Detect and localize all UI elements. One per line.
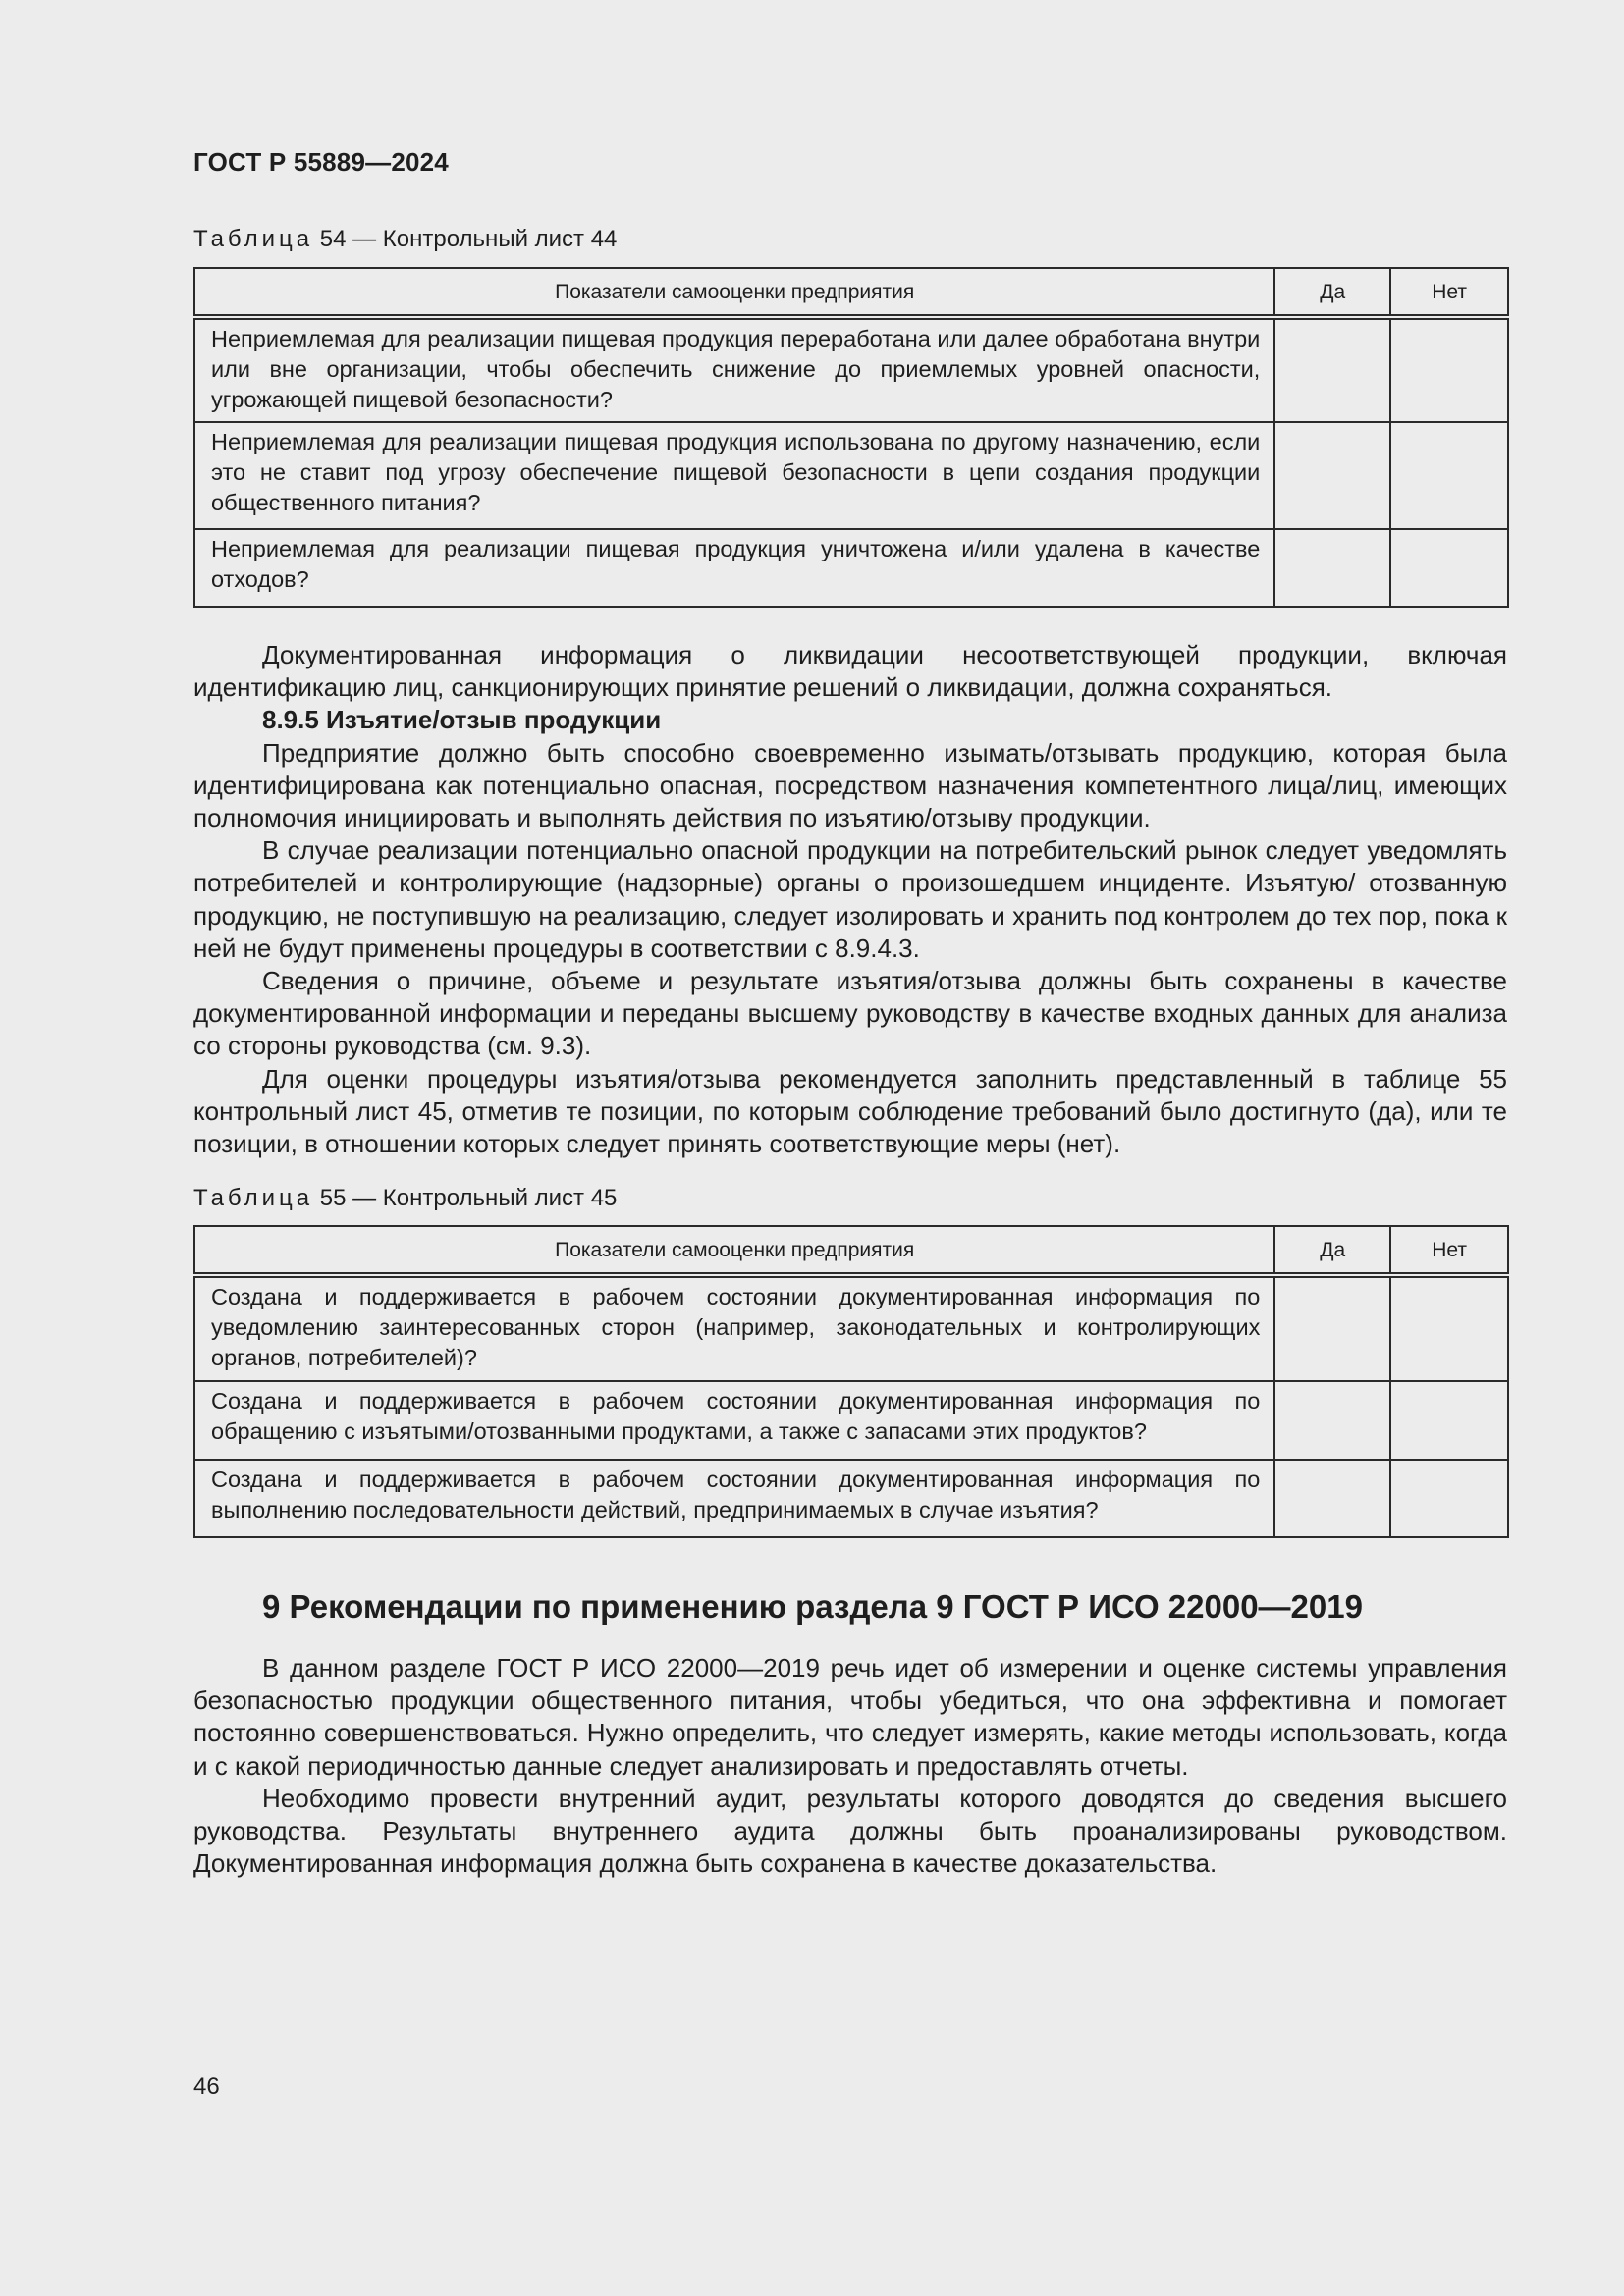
no-cell[interactable] bbox=[1390, 1381, 1508, 1460]
section-9-text bbox=[193, 1652, 1507, 1880]
paragraph: Документированная информация о ликвидации несоответствующей продукции, включая идентификацию лиц, санкционирующих принятие решений о ликвидации, должна сохраняться. bbox=[193, 640, 1507, 703]
no-cell[interactable] bbox=[1390, 1275, 1508, 1381]
paragraph: Для оценки процедуры изъятия/отзыва рекомендуется заполнить представленный в таблице 55 контрольный лист 45, отметив те позиции, по которым соблюдение требований было достигнуто (да), или те позиции, в отношении которых следует принять соответствующие меры (нет). bbox=[193, 1063, 1507, 1159]
question-cell: Создана и поддерживается в рабочем состоянии документированная информация по выполнению последовательности действий, предпринимаемых в случае изъятия? bbox=[194, 1460, 1274, 1537]
table-header-row bbox=[194, 268, 1508, 317]
question-cell: Создана и поддерживается в рабочем состоянии документированная информация по обращению с изъятыми/отозванными продуктами, а также с запасами этих продуктов? bbox=[194, 1381, 1274, 1460]
question-cell: Неприемлемая для реализации пищевая продукция переработана или далее обработана внутри или вне организации, чтобы обеспечить снижение до приемлемых уровней опасности, угрожающей пищевой безопасности? bbox=[194, 317, 1274, 422]
no-cell[interactable] bbox=[1390, 1460, 1508, 1537]
table-54-caption-title: 54 — Контрольный лист 44 bbox=[313, 226, 618, 252]
column-header-no: Нет bbox=[1390, 1226, 1508, 1275]
table-row bbox=[194, 1275, 1508, 1381]
paragraph: В данном разделе ГОСТ Р ИСО 22000—2019 речь идет об измерении и оценке системы управления безопасностью продукции общественного питания, чтобы убедиться, что она эффективна и помогает постоянно совершенствоваться. Нужно определить, что следует измерять, какие методы использовать, когда и с какой периодичностью данные следует анализировать и предоставлять отчеты. bbox=[193, 1653, 1507, 1781]
column-header-no: Нет bbox=[1390, 268, 1508, 317]
subsection-heading: 8.9.5 Изъятие/отзыв продукции bbox=[262, 705, 662, 735]
no-cell[interactable] bbox=[1390, 422, 1508, 529]
body-text-block bbox=[193, 639, 1507, 1160]
no-cell[interactable] bbox=[1390, 529, 1508, 607]
table-row bbox=[194, 529, 1508, 607]
table-55-caption-title: 55 — Контрольный лист 45 bbox=[313, 1185, 618, 1211]
paragraph: Сведения о причине, объеме и результате изъятия/отзыва должны быть сохранены в качестве документированной информации и переданы высшему руководству в качестве входных данных для анализа со стороны руководства (см. 9.3). bbox=[193, 966, 1507, 1061]
yes-cell[interactable] bbox=[1274, 1275, 1390, 1381]
column-header-yes: Да bbox=[1274, 1226, 1390, 1275]
column-header-indicators: Показатели самооценки предприятия bbox=[194, 1226, 1274, 1275]
checklist-table-45 bbox=[193, 1225, 1509, 1538]
checklist-table-44 bbox=[193, 267, 1509, 608]
question-cell: Неприемлемая для реализации пищевая продукция использована по другому назначению, если это не ставит под угрозу обеспечение пищевой безопасности в цепи создания продукции общественного питания? bbox=[194, 422, 1274, 529]
yes-cell[interactable] bbox=[1274, 1381, 1390, 1460]
table-55-caption-prefix: Таблица bbox=[193, 1185, 314, 1211]
paragraph: Необходимо провести внутренний аудит, результаты которого доводятся до сведения высшего руководства. Результаты внутреннего аудита должны быть проанализированы руководством. Документированная информация должна быть сохранена в качестве доказательства. bbox=[193, 1783, 1507, 1879]
yes-cell[interactable] bbox=[1274, 317, 1390, 422]
table-header-row bbox=[194, 1226, 1508, 1275]
question-cell: Неприемлемая для реализации пищевая продукция уничтожена и/или удалена в качестве отходов? bbox=[194, 529, 1274, 607]
table-row bbox=[194, 422, 1508, 529]
yes-cell[interactable] bbox=[1274, 1460, 1390, 1537]
table-row bbox=[194, 1381, 1508, 1460]
table-55-caption bbox=[193, 1185, 617, 1212]
document-code-header: ГОСТ Р 55889—2024 bbox=[193, 147, 449, 177]
no-cell[interactable] bbox=[1390, 317, 1508, 422]
table-row bbox=[194, 1460, 1508, 1537]
section-heading: 9 Рекомендации по применению раздела 9 ГОСТ Р ИСО 22000—2019 bbox=[262, 1588, 1363, 1625]
table-54-caption bbox=[193, 226, 617, 253]
table-54-caption-prefix: Таблица bbox=[193, 226, 314, 252]
yes-cell[interactable] bbox=[1274, 422, 1390, 529]
question-cell: Создана и поддерживается в рабочем состоянии документированная информация по уведомлению заинтересованных сторон (например, законодательных и контролирующих органов, потребителей)? bbox=[194, 1275, 1274, 1381]
page-number: 46 bbox=[193, 2073, 220, 2100]
paragraph: Предприятие должно быть способно своевременно изымать/отзывать продукцию, которая была идентифицирована как потенциально опасная, посредством назначения компетентного лица/лиц, имеющих полномочия инициировать и выполнять действия по изъятию/отзыву продукции. bbox=[193, 737, 1507, 833]
column-header-yes: Да bbox=[1274, 268, 1390, 317]
table-row bbox=[194, 317, 1508, 422]
yes-cell[interactable] bbox=[1274, 529, 1390, 607]
column-header-indicators: Показатели самооценки предприятия bbox=[194, 268, 1274, 317]
paragraph: В случае реализации потенциально опасной продукции на потребительский рынок следует уведомлять потребителей и контролирующие (надзорные) органы о произошедшем инциденте. Изъятую/ отозванную продукцию, не поступившую на реализацию, следует изолировать и хранить под контролем до тех пор, пока к ней не будут применены процедуры в соответствии с 8.9.4.3. bbox=[193, 835, 1507, 963]
